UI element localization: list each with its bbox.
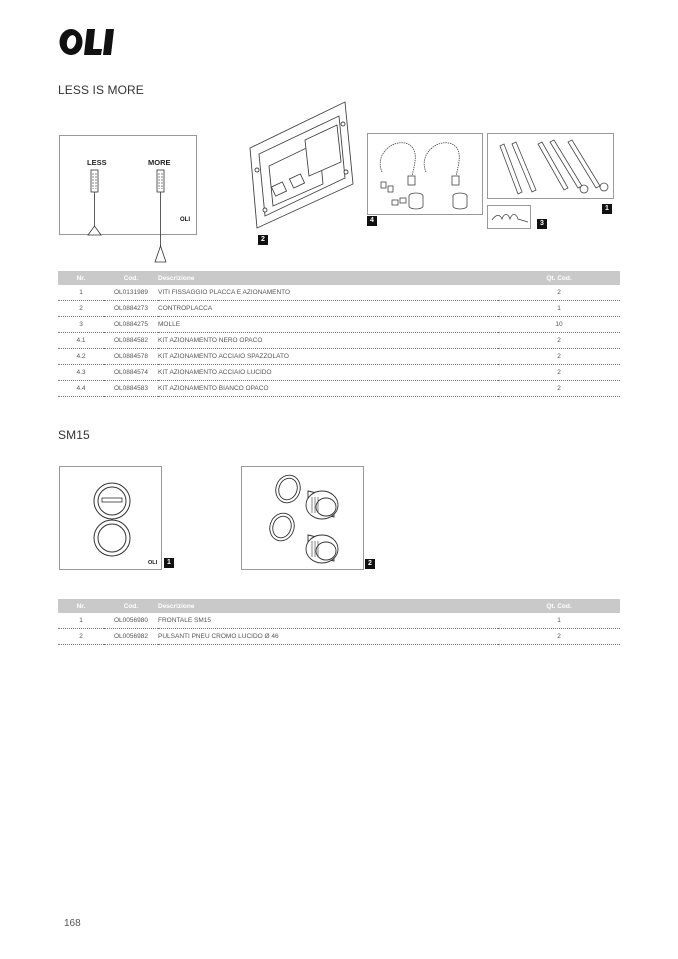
col-descrizione: Descrizione xyxy=(158,271,498,285)
cell-cod: OL0056982 xyxy=(104,629,158,645)
cell-desc: CONTROPLACCA xyxy=(158,301,498,317)
cell-qt: 2 xyxy=(498,365,620,381)
page-number: 168 xyxy=(64,918,81,929)
parts-table-less-is-more xyxy=(58,271,620,397)
cell-nr: 4.4 xyxy=(58,381,104,397)
cell-nr: 4.2 xyxy=(58,349,104,365)
cell-cod: OL0884578 xyxy=(104,349,158,365)
cell-qt: 2 xyxy=(498,629,620,645)
figure-less-more xyxy=(59,135,197,235)
cell-qt: 10 xyxy=(498,317,620,333)
push-rod-illustration xyxy=(60,136,198,264)
oli-brand-mark: OLI xyxy=(180,217,190,223)
cell-cod: OL0131989 xyxy=(104,285,158,301)
cell-desc: KIT AZIONAMENTO ACCIAIO SPAZZOLATO xyxy=(158,349,498,365)
table-row xyxy=(58,365,620,381)
figure-screws xyxy=(487,133,614,199)
cell-nr: 4.3 xyxy=(58,365,104,381)
parts-table-sm15 xyxy=(58,599,620,645)
cell-qt: 2 xyxy=(498,349,620,365)
cell-desc: FRONTALE SM15 xyxy=(158,613,498,629)
badge-item-2: 2 xyxy=(258,235,268,245)
cell-qt: 1 xyxy=(498,301,620,317)
badge-item-3: 3 xyxy=(537,219,547,229)
sm15-buttons-illustration xyxy=(242,467,365,571)
label-less: LESS xyxy=(87,158,107,167)
figure-spring xyxy=(487,205,531,229)
cell-nr: 2 xyxy=(58,301,104,317)
col-qt-cod: Qt. Cod. xyxy=(498,271,620,285)
col-cod: Cod. xyxy=(104,599,158,613)
spring-illustration xyxy=(488,206,532,230)
brand-logo xyxy=(58,26,124,58)
table-row xyxy=(58,333,620,349)
badge-item-4: 4 xyxy=(367,216,377,226)
badge-sm15-item-1: 1 xyxy=(164,558,174,568)
sm15-front-illustration xyxy=(60,467,163,571)
cell-cod: OL0884582 xyxy=(104,333,158,349)
cell-qt: 2 xyxy=(498,381,620,397)
actuation-kit-illustration xyxy=(368,134,484,216)
screws-illustration xyxy=(488,134,615,200)
col-descrizione: Descrizione xyxy=(158,599,498,613)
cell-nr: 3 xyxy=(58,317,104,333)
cell-cod: OL0884273 xyxy=(104,301,158,317)
cell-desc: KIT AZIONAMENTO ACCIAIO LUCIDO xyxy=(158,365,498,381)
cell-qt: 2 xyxy=(498,333,620,349)
cell-nr: 2 xyxy=(58,629,104,645)
cell-desc: KIT AZIONAMENTO NERO OPACO xyxy=(158,333,498,349)
cell-cod: OL0884574 xyxy=(104,365,158,381)
col-qt-cod: Qt. Cod. xyxy=(498,599,620,613)
table-row xyxy=(58,349,620,365)
cell-qt: 1 xyxy=(498,613,620,629)
cell-cod: OL0884583 xyxy=(104,381,158,397)
col-nr: Nr. xyxy=(58,271,104,285)
table-row xyxy=(58,381,620,397)
cell-nr: 4.1 xyxy=(58,333,104,349)
cell-cod: OL0884275 xyxy=(104,317,158,333)
table-row xyxy=(58,317,620,333)
col-cod: Cod. xyxy=(104,271,158,285)
figure-actuation-kit xyxy=(367,133,483,215)
cell-desc: KIT AZIONAMENTO BIANCO OPACO xyxy=(158,381,498,397)
cell-nr: 1 xyxy=(58,285,104,301)
col-nr: Nr. xyxy=(58,599,104,613)
cell-desc: MOLLE xyxy=(158,317,498,333)
figure-sm15-front xyxy=(59,466,162,570)
table-header-row xyxy=(58,271,620,285)
table-header-row xyxy=(58,599,620,613)
table-row xyxy=(58,301,620,317)
label-more: MORE xyxy=(148,158,171,167)
table-row xyxy=(58,285,620,301)
cell-desc: PULSANTI PNEU CROMO LUCIDO Ø 46 xyxy=(158,629,498,645)
figure-sm15-buttons xyxy=(241,466,364,570)
badge-item-1: 1 xyxy=(602,204,612,214)
badge-sm15-item-2: 2 xyxy=(365,559,375,569)
cell-qt: 2 xyxy=(498,285,620,301)
oli-brand-mark: OLI xyxy=(148,560,158,566)
cell-nr: 1 xyxy=(58,613,104,629)
table-row xyxy=(58,613,620,629)
section-title-sm15: SM15 xyxy=(58,428,90,442)
section-title-less-is-more: LESS IS MORE xyxy=(58,83,144,97)
table-row xyxy=(58,629,620,645)
counter-plate-illustration xyxy=(245,100,355,240)
cell-desc: VITI FISSAGGIO PLACCA E AZIONAMENTO xyxy=(158,285,498,301)
cell-cod: OL0056980 xyxy=(104,613,158,629)
